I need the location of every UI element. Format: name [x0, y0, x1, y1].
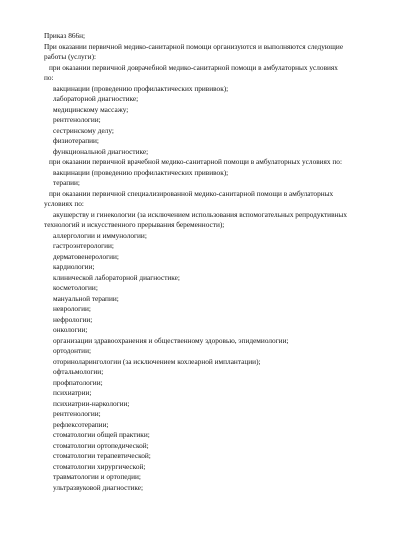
document-line: вакцинации (проведению профилактических прививок);	[53, 84, 229, 93]
document-line: при оказании первичной доврачебной медико-санитарной помощи в амбулаторных условиях	[49, 63, 338, 72]
document-line: мануальной терапии;	[53, 294, 119, 303]
document-line: травматологии и ортопедии;	[53, 472, 141, 481]
document-line: акушерству и гинекологии (за исключением использования вспомогательных репродуктивных	[53, 210, 347, 219]
document-line: стоматологии терапевтической;	[53, 451, 151, 460]
document-line: При оказании первичной медико-санитарной помощи организуются и выполняются следующие	[44, 42, 344, 51]
document-line: физиотерапии;	[53, 136, 99, 145]
document-line: функциональной диагностике;	[53, 147, 149, 156]
document-line: кардиологии;	[53, 262, 95, 271]
document-line: стоматологии общей практики;	[53, 430, 150, 439]
document-line: косметологии;	[53, 283, 98, 292]
document-line: терапии;	[53, 178, 80, 187]
document-line: стоматологии ортопедической;	[53, 441, 149, 450]
document-line: дерматовенерологии;	[53, 252, 119, 261]
document-line: рефлексотерапии;	[53, 420, 109, 429]
document-line: онкологии;	[53, 325, 88, 334]
document-line: сестринскому делу;	[53, 126, 114, 135]
document-line: стоматологии хирургической;	[53, 462, 146, 471]
document-line: рентгенологии;	[53, 115, 101, 124]
document-line: офтальмологии;	[53, 367, 104, 376]
document-line: лабораторной диагностике;	[53, 94, 139, 103]
document-line: Приказ 866н;	[44, 31, 86, 40]
document-line: психиатрии-наркологии;	[53, 399, 130, 408]
document-line: аллергологии и иммунологии;	[53, 231, 147, 240]
document-line: технологий и искусственного прерывания беременности);	[44, 220, 225, 229]
document-line: ортодонтии;	[53, 346, 92, 355]
document-line: при оказании первичной специализированной медико-санитарной помощи в амбулаторных	[49, 189, 334, 198]
document-line: условиях по:	[44, 199, 84, 208]
document-line: гастроэнтерологии;	[53, 241, 114, 250]
document-line: работы (услуги):	[44, 52, 97, 61]
document-line: ультразвуковой диагностике;	[53, 483, 144, 492]
document-line: по:	[44, 73, 54, 82]
document-line: профпатологии;	[53, 378, 103, 387]
document-line: медицинскому массажу;	[53, 105, 129, 114]
document-line: оториноларингологии (за исключением кохлеарной имплантации);	[53, 357, 261, 366]
document-line: вакцинации (проведению профилактических прививок);	[53, 168, 229, 177]
document-line: неврологии;	[53, 304, 91, 313]
document-line: нефрологии;	[53, 315, 93, 324]
document-line: при оказании первичной врачебной медико-санитарной помощи в амбулаторных условиях по:	[49, 157, 342, 166]
document-line: психиатрии;	[53, 388, 92, 397]
document-line: клинической лабораторной диагностике;	[53, 273, 180, 282]
document-line: рентгенологии;	[53, 409, 101, 418]
document-line: организации здравоохранения и общественному здоровью, эпидемиологии;	[53, 336, 289, 345]
